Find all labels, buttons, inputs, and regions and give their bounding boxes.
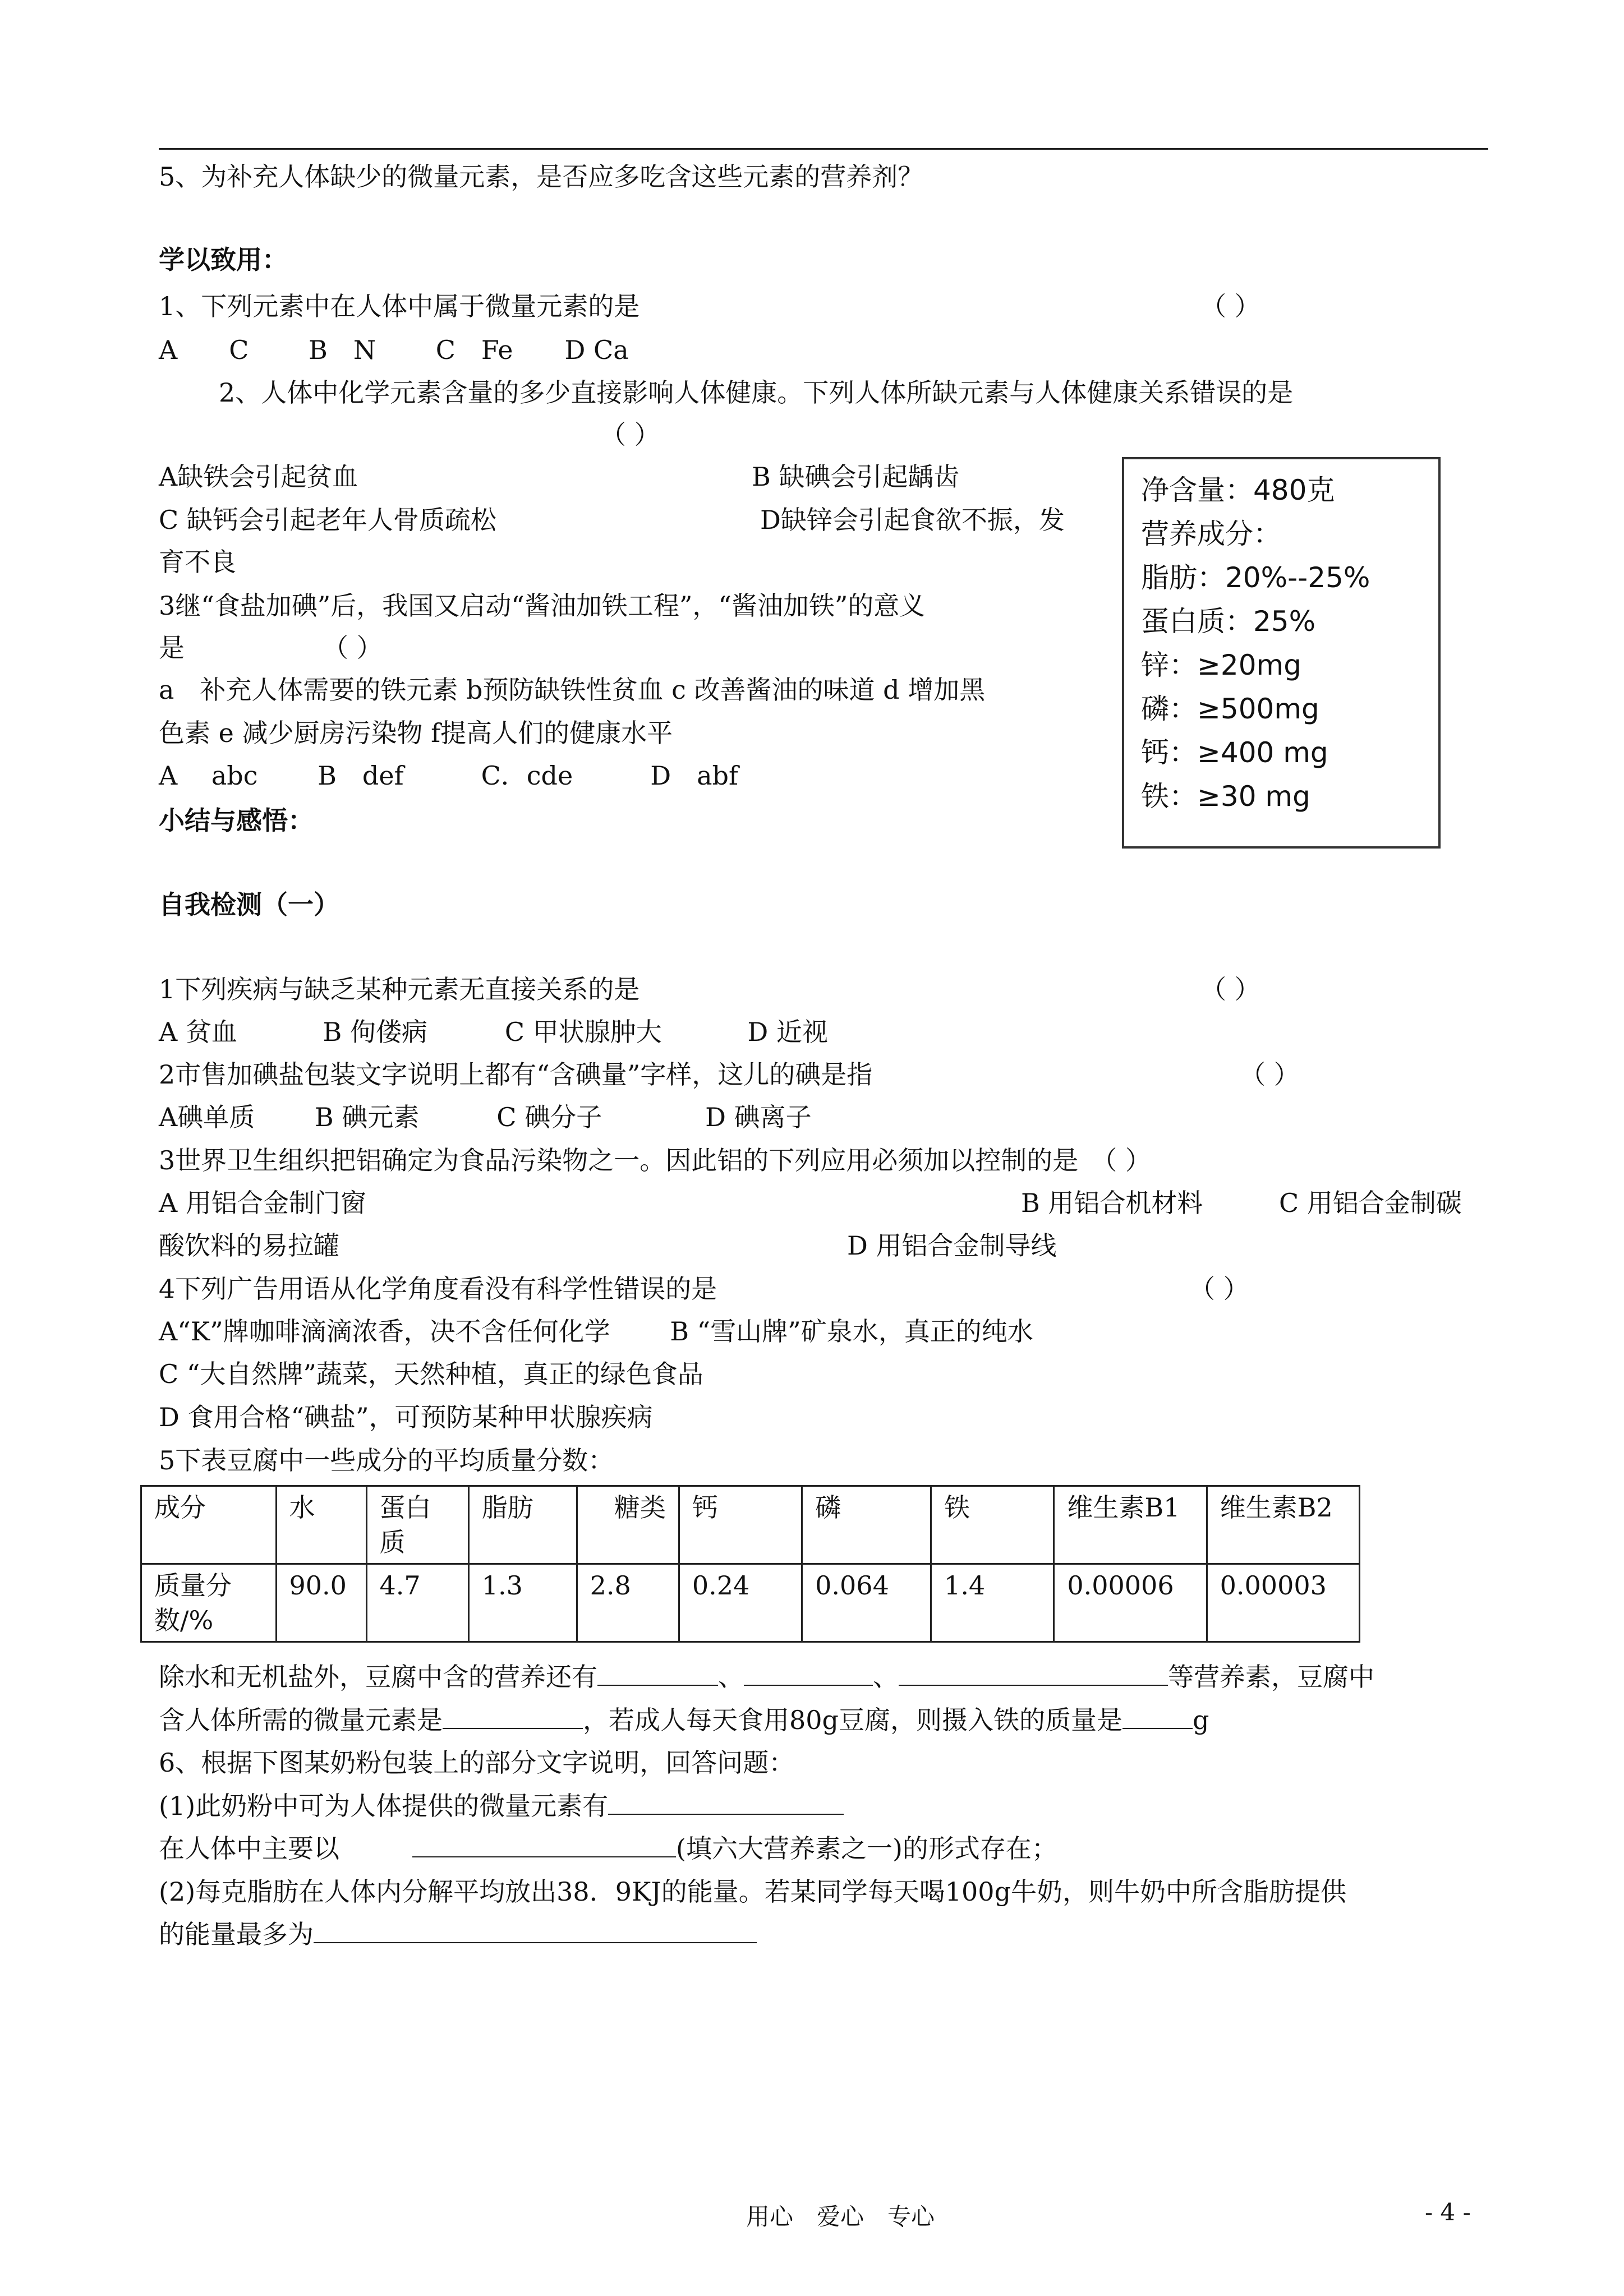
apply-q2-option-d-cont: 育不良 [159,547,236,577]
apply-q3-line4: 色素 e 减少厨房污染物 f提高人们的健康水平 [159,718,673,748]
answer-blank[interactable] [314,1917,757,1943]
apply-q3-bracket: （ ） [323,633,383,663]
test-q3-option-c-cont: 酸饮料的易拉罐 [159,1230,339,1261]
table-cell: 0.00003 [1207,1564,1359,1642]
test-q6-part2b [159,1917,757,1951]
nutrition-label [1122,457,1441,849]
table-row [141,1486,1360,1564]
answer-blank[interactable] [443,1703,583,1729]
nutrition-net-weight: 净含量：480克 [1141,474,1335,506]
test-q3-option-d: D 用铝合金制导线 [847,1230,1057,1261]
apply-q2-option-b: B 缺碘会引起龋齿 [752,462,960,492]
answer-blank[interactable] [899,1660,1168,1686]
section-selftest-heading: 自我检测（一） [159,889,339,920]
table-cell: 90.0 [276,1564,366,1642]
test-q6-part1b [159,1832,1057,1865]
test-q4-option-d: D 食用合格“碘盐”，可预防某种甲状腺疾病 [159,1402,653,1432]
test-q4-option-c: C “大自然牌”蔬菜，天然种植，真正的绿色食品 [159,1359,703,1389]
fill-text: ，若成人每天食用80g豆腐，则摄入铁的质量是 [583,1705,1122,1735]
answer-blank[interactable] [597,1660,718,1686]
test-q4-option-ab: A“K”牌咖啡滴滴浓香，决不含任何化学 B “雪山牌”矿泉水，真正的纯水 [159,1316,1033,1347]
answer-blank[interactable] [412,1832,676,1857]
table-header-cell: 糖类 [577,1486,679,1564]
table-header-cell: 脂肪 [468,1486,577,1564]
page-number: - 4 - [1425,2198,1471,2226]
table-cell: 0.00006 [1054,1564,1207,1642]
fill-text: 等营养素，豆腐中 [1168,1662,1374,1692]
fill-text: 除水和无机盐外，豆腐中含的营养还有 [159,1662,597,1692]
nutrition-fat: 脂肪：20%--25% [1141,561,1370,594]
table-cell: 质量分数/% [141,1564,277,1642]
table-row [141,1564,1360,1642]
apply-q1-bracket: （ ） [1200,291,1260,321]
fill-text: 的能量最多为 [159,1919,314,1949]
apply-q3-line3: a 补充人体需要的铁元素 b预防缺铁性贫血 c 改善酱油的味道 d 增加黑 [159,675,986,705]
test-q3-text: 3世界卫生组织把铝确定为食品污染物之一。因此铝的下列应用必须加以控制的是 （ ） [159,1145,1151,1175]
header-rule [159,148,1488,150]
test-q1-text: 1下列疾病与缺乏某种元素无直接关系的是 [159,974,640,1004]
nutrition-zinc: 锌：≥20mg [1141,649,1301,681]
test-q1-options: A 贫血 B 佝偻病 C 甲状腺肿大 D 近视 [159,1017,828,1047]
test-q4-text: 4下列广告用语从化学角度看没有科学性错误的是 [159,1274,717,1304]
answer-blank[interactable] [744,1660,873,1686]
fill-text: 、 [718,1662,744,1692]
table-header-cell: 维生素B2 [1207,1486,1359,1564]
table-header-cell: 水 [276,1486,366,1564]
fill-text: (填六大营养素之一)的形式存在； [676,1833,1057,1864]
test-q4-bracket: （ ） [1189,1274,1249,1304]
test-q6-part2: (2)每克脂肪在人体内分解平均放出38．9KJ的能量。若某同学每天喝100g牛奶，则牛奶中所含脂肪提供 [159,1877,1347,1907]
test-q5-fill-line2 [159,1703,1209,1737]
test-q3-option-b: B 用铝合机材料 [1021,1188,1203,1218]
test-q2-bracket: （ ） [1240,1059,1300,1090]
table-header-cell: 维生素B1 [1054,1486,1207,1564]
table-cell: 2.8 [577,1564,679,1642]
test-q2-text: 2市售加碘盐包装文字说明上都有“含碘量”字样，这儿的碘是指 [159,1059,873,1090]
section-summary-heading: 小结与感悟： [159,805,314,836]
nutrition-heading: 营养成分： [1141,518,1281,550]
table-cell: 0.064 [802,1564,931,1642]
answer-blank[interactable] [1122,1703,1193,1729]
table-header-cell: 蛋白质 [366,1486,468,1564]
tofu-composition-table [140,1485,1360,1643]
table-cell: 0.24 [679,1564,802,1642]
fill-text: (1)此奶粉中可为人体提供的微量元素有 [159,1791,609,1821]
footer-motto: 用心 爱心 专心 [746,2203,935,2230]
test-q6-part1 [159,1789,844,1823]
apply-q2-option-a: A缺铁会引起贫血 [159,462,358,492]
apply-q1-text: 1、下列元素中在人体中属于微量元素的是 [159,291,640,321]
apply-q3-line1: 3继“食盐加碘”后，我国又启动“酱油加铁工程”，“酱油加铁”的意义 [159,591,926,621]
fill-text: 含人体所需的微量元素是 [159,1705,443,1735]
apply-q3-options: A abc B def C．cde D abf [159,760,739,791]
test-q3-option-c: C 用铝合金制碳 [1279,1188,1462,1218]
table-header-cell: 铁 [931,1486,1054,1564]
apply-q1-options: A C B N C Fe D Ca [159,335,629,365]
table-cell: 1.3 [468,1564,577,1642]
test-q1-bracket: （ ） [1200,974,1260,1004]
test-q5-text: 5下表豆腐中一些成分的平均质量分数： [159,1445,614,1476]
test-q2-options: A碘单质 B 碘元素 C 碘分子 D 碘离子 [159,1102,812,1132]
apply-q3-line2: 是 [159,633,185,663]
nutrition-protein: 蛋白质：25% [1141,605,1316,638]
fill-text: g [1192,1705,1209,1735]
table-header-cell: 成分 [141,1486,277,1564]
test-q3-option-a: A 用铝合金制门窗 [159,1188,366,1218]
nutrition-iron: 铁：≥30 mg [1141,780,1310,813]
test-q5-fill-line1 [159,1660,1374,1694]
nutrition-calcium: 钙：≥400 mg [1141,736,1328,769]
table-header-cell: 磷 [802,1486,931,1564]
apply-q2-option-c: C 缺钙会引起老年人骨质疏松 [159,505,496,535]
table-cell: 1.4 [931,1564,1054,1642]
fill-text: 在人体中主要以 [159,1833,339,1864]
table-cell: 4.7 [366,1564,468,1642]
table-header-cell: 钙 [679,1486,802,1564]
apply-q2-option-d: D缺锌会引起食欲不振，发 [760,505,1065,535]
apply-q2-text: 2、人体中化学元素含量的多少直接影响人体健康。下列人体所缺元素与人体健康关系错误的是 [219,377,1294,408]
test-q6-text: 6、根据下图某奶粉包装上的部分文字说明，回答问题： [159,1748,795,1778]
apply-q2-bracket: （ ） [600,419,660,450]
answer-blank[interactable] [608,1789,844,1815]
nutrition-phosphorus: 磷：≥500mg [1141,693,1319,725]
fill-text: 、 [873,1662,899,1692]
section-apply-heading: 学以致用： [159,245,288,275]
question-5-intro: 5、为补充人体缺少的微量元素，是否应多吃含这些元素的营养剂？ [159,162,924,192]
